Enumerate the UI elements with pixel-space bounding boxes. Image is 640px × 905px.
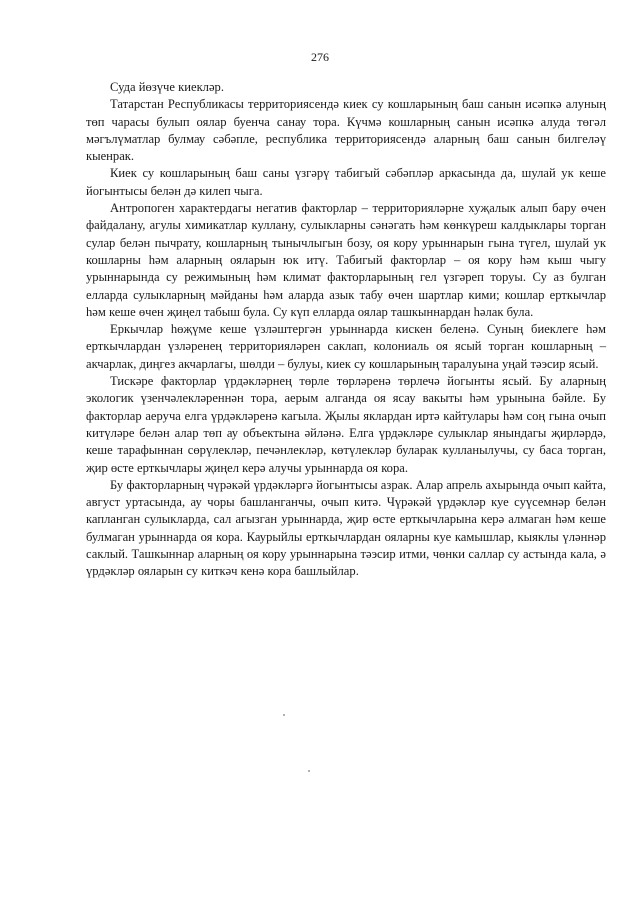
- paragraph: Тискәре факторлар үрдәкләрнең төрле төрләренә төрлечә йогынты ясый. Бу аларның экологик үзенчәлекләреннән тора, аерым алганда оя ясау вакыты һәм урынына бәйле. Бу факторлар аеруча елга үрдәкләренә кагыла. Җылы яклардан иртә кайтулары һәм соң гына очып китүләре белән алар төп ау объектына әйләнә. Елга үрдәкләре сулыклар янындагы җирләрдә, кеше тарафыннан сөрүлекләр, печәнлекләр, көтүлекләр буларак кулланылучы, су баса торган, җир өсте ерткычлары җиңел керә алучы урыннарда оя кора.: [86, 374, 606, 475]
- paragraph-heading: Суда йөзүче киекләр.: [110, 80, 225, 94]
- scan-speck: [283, 714, 285, 716]
- paragraph: Татарстан Республикасы территориясендә киек су кошларының баш санын исәпкә алуның төп чарасы булып оялар буенча санау тора. Күчмә кошларның санын исәпкә алуда төгәл мәгълүматлар булмау сәбәпле, республика территориясендә аларның баш санын билгеләү кыенрак.: [86, 97, 606, 164]
- scan-speck: [308, 770, 310, 772]
- paragraph: Еркычлар һөҗүме кеше үзләштергән урыннарда кискен беленә. Суның биеклеге һәм ерткычлардан үзләренең территорияләрен саклап, колониаль оя ясый торган кошларның – акчарлак, диңгез акчарлагы, шөлди – булуы, киек су кошларының таралуына уңай тәэсир ясый.: [86, 322, 606, 371]
- body-text: [86, 79, 606, 581]
- page-number: 276: [311, 50, 329, 64]
- paragraph: Киек су кошларының баш саны үзгәрү табигый сәбәпләр аркасында да, шулай ук кеше йогынтысы белән дә килеп чыга.: [86, 166, 606, 198]
- paragraph: Антропоген характердагы негатив факторлар – территорияләрне хуҗалык алып бару өчен файдалану, агулы химикатлар куллану, сулыкларны сәнәгать һәм көнкүреш калдыклары торган сулар белән пычрату, кошларның тынычлыгын бозу, оя кору урыннарын гына түгел, шулай ук кошларны һәм аларның ояларын юк итү. Табигый факторлар – оя кору һәм кыш чыгу урыннарында су режимының һәм климат факторларының гел үзгәреп торуы. Су аз булган елларда сулыкларның мәйданы һәм аларда азык табу өчен шартлар кими; кошлар ерткычлар һәм кеше өчен җиңел табыш була. Су күп елларда оялар ташкыннардан һәлак була.: [86, 201, 606, 319]
- paragraph: Бу факторларның чүрәкәй үрдәкләргә йогынтысы азрак. Алар апрель ахырында очып кайта, август уртасында, ау чоры башланганчы, очып китә. Чүрәкәй үрдәкләр куе суүсемнәр белән капланган сулыкларда, сал агызган урыннарда, җир өсте ерткычларына керә алмаган һәм кеше булмаган урыннарда оя кора. Каурыйлы ерткычлардан ояларны куе камышлар, кыяклы үләннәр саклый. Ташкыннар аларның оя кору урыннарына тәэсир итми, чөнки саллар су астында кала, ә үрдәкләр ояларын су киткәч кенә кора башлыйлар.: [86, 477, 606, 579]
